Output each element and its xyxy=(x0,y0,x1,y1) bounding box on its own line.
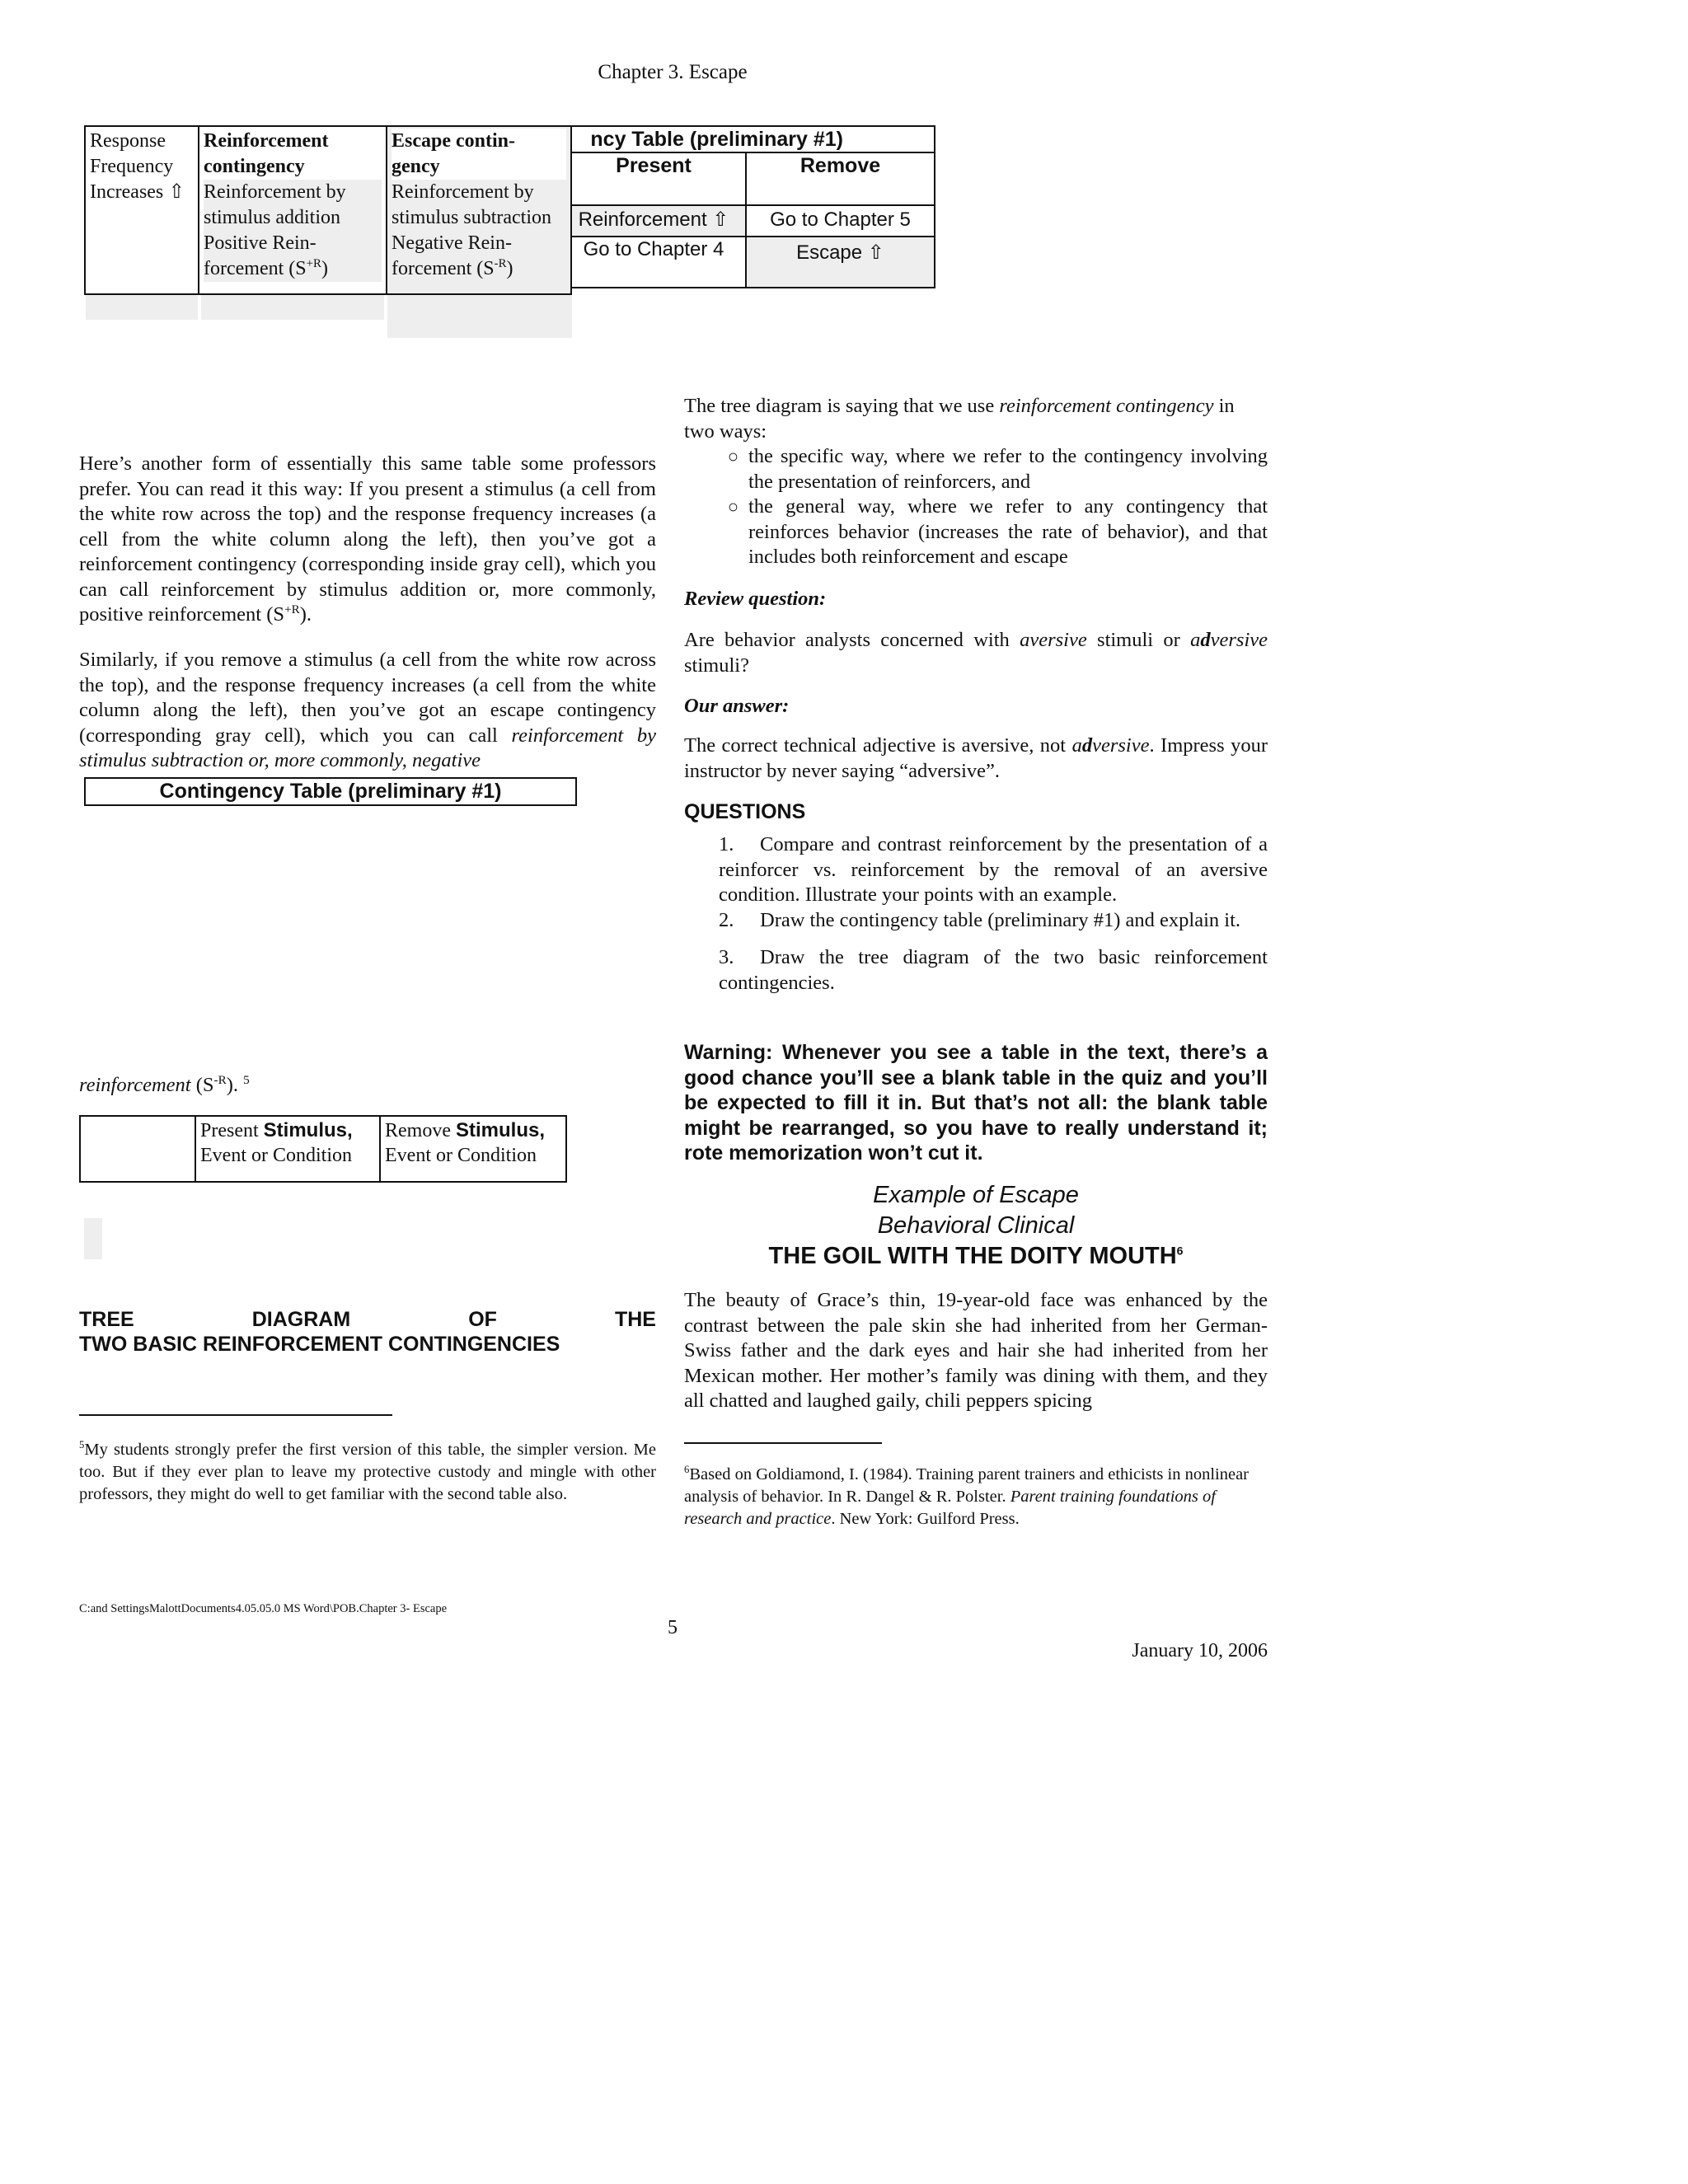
paragraph-text: . Impress your instructor by never saying “adversive”. xyxy=(684,734,1268,782)
footnote-marker: 5 xyxy=(79,1439,85,1451)
question-item xyxy=(684,908,1268,934)
question-text: Compare and contrast reinforcement by the presentation of a reinforcer vs. reinforcement by the removal of an aversive condition. Illustrate your points with an example. xyxy=(719,833,1268,906)
word-part: a xyxy=(1071,734,1082,757)
paragraph-text: The tree diagram is saying that we use xyxy=(684,395,1000,417)
superscript: +R xyxy=(284,602,300,616)
question-text: Draw the contingency table (preliminary #1) and explain it. xyxy=(760,908,1241,931)
back-table-remove-header: Remove xyxy=(746,152,935,205)
response-frequency-cell xyxy=(85,126,199,294)
our-answer-text xyxy=(684,733,1268,784)
escape-contingency-cell xyxy=(387,126,571,294)
example-heading xyxy=(684,1180,1268,1272)
paragraph-italic: reinforcement by stimulus subtraction or, more commonly, negative xyxy=(79,724,656,771)
list-item-text: the general way, where we refer to any contingency that reinforces behavior (increases the rate of behavior), and that includes both reinforcement and escape xyxy=(748,495,1268,568)
cell-line: Event or Condition xyxy=(385,1145,537,1166)
cell-line: Response xyxy=(90,130,166,152)
cell-bold-text: Stimulus, xyxy=(455,1119,545,1141)
superscript: -R xyxy=(494,257,507,270)
footnote-ref-5[interactable]: 5 xyxy=(243,1072,250,1087)
question-number xyxy=(684,832,719,908)
word-part: versive xyxy=(1092,734,1150,757)
warning-text: Warning: Whenever you see a table in the text, there’s a good chance you’ll see a blank table in the quiz and you’ll be expected to fill it in. But that’s not all: the blank table might be rearranged, so you have to really understand it; rote memorization won’t cut it. xyxy=(684,1041,1268,1165)
cell-title-line: Escape contin- xyxy=(392,129,566,154)
contingency-table-front xyxy=(84,125,572,295)
example-line: Example of Escape xyxy=(873,1182,1079,1208)
cell-text: forcement (S xyxy=(392,258,495,279)
remove-stimulus-cell xyxy=(380,1116,566,1182)
footnote-separator xyxy=(684,1442,882,1444)
question-item xyxy=(684,945,1268,996)
word-part: a xyxy=(1190,629,1201,651)
cell-line xyxy=(200,1118,375,1143)
question-body xyxy=(719,832,1268,908)
footnote-ref-6[interactable]: 6 xyxy=(1176,1244,1184,1258)
footnote-5 xyxy=(79,1439,656,1506)
cell-line: Reinforcement by xyxy=(392,181,534,203)
shade-fragment xyxy=(387,295,572,338)
paragraph-italic: reinforcement xyxy=(79,1074,191,1096)
tree-diagram-heading xyxy=(79,1307,656,1357)
list-item xyxy=(684,494,1268,570)
list-item xyxy=(684,444,1268,494)
back-table-chapter5-cell: Go to Chapter 5 xyxy=(746,205,935,237)
back-table-reinforcement-cell: Reinforcement ⇧ xyxy=(561,205,746,237)
paragraph-text: Similarly, if you remove a stimulus (a cell from the white row across the top), and the response frequency increases (a cell from the white column along the left), then you’ve got an escape contingency (corresponding gray cell), which you can call xyxy=(79,649,656,747)
superscript: -R xyxy=(213,1072,227,1087)
cell-text: Present xyxy=(200,1120,264,1141)
cell-line: stimulus addition xyxy=(204,205,382,231)
cell-title-line: contingency xyxy=(204,156,305,177)
question-number: 2. xyxy=(719,908,734,931)
paragraph-text: The correct technical adjective is aversive, not xyxy=(684,734,1072,757)
question-body xyxy=(719,945,1268,996)
review-question-text xyxy=(684,628,1268,678)
cell-line: Event or Condition xyxy=(200,1145,352,1166)
cell-line: Positive Rein- xyxy=(204,231,382,256)
contingency-table-caption: Contingency Table (preliminary #1) xyxy=(84,777,577,806)
stimulus-table-blank-cell xyxy=(80,1116,195,1182)
back-table-present-header: Present xyxy=(561,152,746,205)
cell-text: ) xyxy=(321,258,328,279)
footnote-text: . New York: Guilford Press. xyxy=(831,1510,1020,1528)
questions-heading: QUESTIONS xyxy=(684,800,806,823)
paragraph-text: Are behavior analysts concerned with xyxy=(684,629,1020,651)
chapter-header: Chapter 3. Escape xyxy=(598,61,748,83)
cell-line: Increases ⇧ xyxy=(90,181,185,203)
adversive-word xyxy=(1190,629,1268,651)
footnote-marker: 6 xyxy=(684,1464,690,1476)
back-table-chapter4-cell: Go to Chapter 4 xyxy=(561,237,746,288)
paragraph-italic: aversive xyxy=(1020,629,1087,651)
list-item-text: the specific way, where we refer to the contingency involving the presentation of reinforcers, and xyxy=(748,445,1268,493)
story-paragraph: The beauty of Grace’s thin, 19-year-old face was enhanced by the contrast between the pale skin she had inherited from her German-Swiss father and the dark eyes and hair she had inherited from her Mexican mother. Her mother’s family was dining with them, and they all chatted and laughed gaily, chili peppers spicing xyxy=(684,1289,1268,1412)
question-body xyxy=(719,908,1268,934)
footnote-text: Based on Goldiamond, I. (1984). Training parent trainers and ethicists in nonlinear analysis of behavior. In R. Dangel & R. Polster. xyxy=(684,1465,1250,1506)
story-title-text: THE GOIL WITH THE DOITY MOUTH xyxy=(768,1243,1177,1269)
shade-fragment xyxy=(201,295,384,320)
cell-bold-text: Stimulus, xyxy=(263,1119,353,1141)
cell-text: ) xyxy=(506,258,513,279)
page-date: January 10, 2006 xyxy=(1132,1640,1268,1661)
paragraph-text: stimuli or xyxy=(1086,629,1191,651)
cell-line: Frequency xyxy=(90,156,174,177)
superscript: +R xyxy=(306,257,321,270)
cell-line: Negative Rein- xyxy=(392,232,512,254)
example-line: Behavioral Clinical xyxy=(877,1212,1075,1239)
heading-word: TREE xyxy=(79,1308,134,1331)
reinforcement-contingency-cell xyxy=(199,126,387,294)
cell-line xyxy=(385,1118,561,1143)
cell-line xyxy=(204,256,382,282)
tree-diagram-paragraph xyxy=(684,394,1268,570)
back-table-title: ncy Table (preliminary #1) xyxy=(561,126,935,152)
paragraph-italic: reinforcement contingency xyxy=(999,395,1214,417)
question-item xyxy=(684,832,1268,908)
paragraph-text: stimuli? xyxy=(684,654,749,677)
question-text: Draw the tree diagram of the two basic reinforcement contingencies. xyxy=(719,946,1268,994)
review-question-label: Review question: xyxy=(684,588,827,610)
paragraph-text: (S xyxy=(190,1074,214,1096)
reinforcement-line xyxy=(79,1073,656,1099)
footnote-italic: Parent training foundations of research and practice xyxy=(684,1488,1216,1528)
word-part-bold: d xyxy=(1081,734,1093,757)
heading-word: OF xyxy=(468,1308,497,1331)
shade-fragment xyxy=(84,1218,102,1259)
cell-line: Reinforcement by xyxy=(204,180,382,205)
stimulus-table xyxy=(79,1115,567,1183)
back-table-escape-cell: Escape ⇧ xyxy=(746,237,935,288)
our-answer-label: Our answer: xyxy=(684,695,790,717)
shade-fragment xyxy=(86,295,198,320)
question-number xyxy=(684,945,719,996)
word-part-bold: d xyxy=(1200,629,1211,651)
question-number: 1. xyxy=(719,833,734,855)
heading-word: DIAGRAM xyxy=(251,1308,351,1331)
footnote-6 xyxy=(684,1464,1268,1530)
contingency-table-back xyxy=(560,125,935,288)
footnote-text: My students strongly prefer the first version of this table, the simpler version. Me too. But if they ever plan to leave my protective custody and mingle with other professors, they might do well to get familiar with the second table also. xyxy=(79,1441,656,1503)
story-title xyxy=(684,1241,1268,1272)
bullet-icon: ○ xyxy=(727,496,738,517)
questions-list xyxy=(684,832,1268,996)
paragraph-text: ). xyxy=(226,1074,244,1096)
question-number xyxy=(684,908,719,934)
left-paragraph-2 xyxy=(79,648,656,774)
adversive-word xyxy=(1072,734,1150,757)
cell-line xyxy=(392,256,566,282)
footnote-separator xyxy=(79,1414,392,1416)
paragraph-text: ). xyxy=(299,603,312,626)
question-number: 3. xyxy=(719,946,734,968)
bullet-icon: ○ xyxy=(727,446,738,466)
page-number: 5 xyxy=(668,1617,678,1638)
heading-word: THE xyxy=(614,1308,656,1331)
heading-line: TWO BASIC REINFORCEMENT CONTINGENCIES xyxy=(79,1333,560,1356)
file-path: C:and SettingsMalottDocuments4.05.05.0 MS Word\POB.Chapter 3- Escape xyxy=(79,1602,448,1615)
paragraph-text: Here’s another form of essentially this same table some professors prefer. You can read it this way: If you present a stimulus (a cell from the white row across the top) and the response frequency increases (a cell from the white column along the left), then you’ve got a reinforcement contingency (corresponding inside gray cell), which you can call reinforcement by stimulus addition or, more commonly, positive reinforcement (S xyxy=(79,452,656,626)
present-stimulus-cell xyxy=(195,1116,380,1182)
paragraph-text: in two ways: xyxy=(684,395,1235,443)
cell-title-line: Reinforcement xyxy=(204,130,329,152)
cell-line: stimulus subtraction xyxy=(392,207,551,228)
cell-text: Remove xyxy=(385,1120,456,1141)
cell-title-line: gency xyxy=(392,154,566,180)
cell-text: forcement (S xyxy=(204,258,307,279)
left-paragraph-1 xyxy=(79,452,656,628)
word-part: versive xyxy=(1210,629,1268,651)
